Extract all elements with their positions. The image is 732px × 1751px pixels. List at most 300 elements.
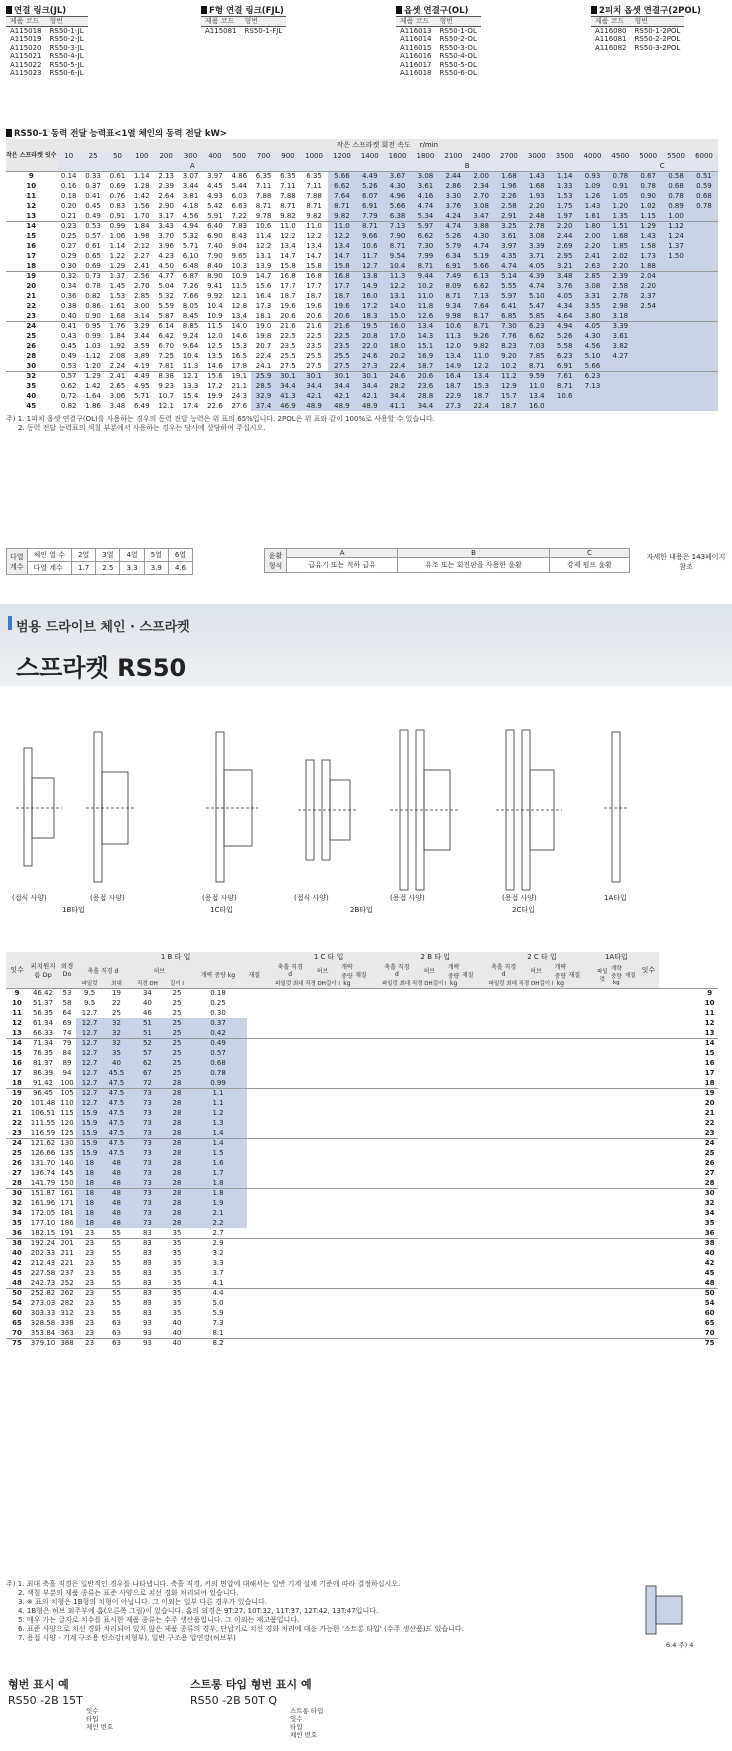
lube-label-1: 윤활 (268, 551, 283, 560)
dim-empty (340, 1138, 354, 1148)
power-value: 42.1 (328, 391, 356, 401)
power-row (6, 291, 718, 301)
dim-empty (447, 1098, 461, 1108)
dim-value: 22 (112, 999, 121, 1007)
dim-empty (595, 1298, 609, 1308)
dim-value: 83 (130, 1288, 165, 1298)
power-value: 2.86 (439, 181, 467, 191)
hd-outer: 외경 Do (58, 952, 76, 988)
tooth-num-right: 27 (704, 1169, 715, 1177)
dim-empty (433, 1078, 447, 1088)
dim-value: 8.2 (189, 1338, 247, 1348)
dim-empty (447, 1338, 461, 1348)
dim-empty (354, 1148, 368, 1158)
dim-empty (673, 1078, 687, 1088)
dim-value: 0.68 (189, 1058, 247, 1068)
power-value: 6.10 (182, 252, 199, 260)
dim-empty (553, 1048, 567, 1058)
dim-empty (637, 1108, 659, 1118)
dim-empty (412, 1198, 433, 1208)
tooth-num: 20 (12, 1099, 22, 1107)
dim-empty (340, 1158, 354, 1168)
power-row (6, 351, 718, 361)
dim-empty (447, 1308, 461, 1318)
power-value: 7.79 (356, 211, 384, 221)
dim-empty (412, 1178, 433, 1188)
dim-empty (595, 1338, 609, 1348)
power-value: 42.1 (356, 391, 384, 401)
dim-empty (368, 1318, 382, 1328)
power-value: 7.88 (280, 192, 296, 200)
dim-value: 7.3 (212, 1319, 224, 1327)
power-value: 10.6 (439, 321, 467, 331)
dim-value: 328.58 (30, 1319, 56, 1327)
teeth-count: 24 (6, 321, 57, 331)
power-value (634, 361, 662, 371)
2pol-grid (591, 16, 684, 52)
power-value: 19.6 (306, 302, 322, 310)
dim-empty (553, 1148, 567, 1158)
dim-empty (412, 1228, 433, 1238)
power-value: 4.56 (182, 211, 199, 220)
power-value: 3.39 (606, 321, 634, 331)
dim-empty (581, 1228, 595, 1238)
dim-empty (623, 1058, 637, 1068)
dim-value: 47.5 (103, 1148, 130, 1158)
power-table-wrap (6, 139, 726, 433)
dim-value: 45.5 (103, 1068, 130, 1078)
power-value: 8.71 (255, 202, 272, 210)
dim-value: 12.7 (76, 1058, 103, 1068)
dim-empty (247, 1228, 261, 1238)
dim-empty (275, 1048, 291, 1058)
power-value: 0.90 (634, 191, 662, 201)
dim-empty (553, 1208, 567, 1218)
dim-empty (398, 1298, 412, 1308)
power-value: 6.91 (439, 261, 467, 271)
dim-value: 12.7 (76, 1048, 103, 1058)
dim-head-pre: 파일럿 (382, 978, 398, 988)
power-value: 1.05 (606, 191, 634, 201)
dim-empty (539, 1208, 553, 1218)
tooth-num: 22 (12, 1119, 22, 1127)
dim-empty (398, 1028, 412, 1038)
dim-empty (581, 1338, 595, 1348)
dim-empty (291, 1218, 305, 1228)
power-value (690, 301, 718, 311)
dim-empty (398, 1008, 412, 1018)
speed-cell: 1800 (412, 151, 440, 161)
power-value: 15.8 (306, 261, 322, 270)
dim-empty (398, 1158, 412, 1168)
dim-empty (595, 1228, 609, 1238)
power-value: 8.71 (523, 361, 551, 371)
dim-empty (659, 1128, 673, 1138)
power-value: 3.44 (182, 182, 199, 190)
power-value (690, 241, 718, 251)
power-value: 48.9 (300, 401, 328, 411)
power-row (6, 281, 718, 291)
dim-value: 227.58 (30, 1269, 56, 1277)
power-title: RS50-1 동력 전달 능력표<1열 체인의 동력 전달 kW> (6, 127, 227, 139)
dim-value: 12.7 (76, 1068, 103, 1078)
dim-empty (247, 1238, 261, 1248)
power-value: 1.68 (606, 231, 634, 241)
dim-empty (539, 988, 553, 998)
ex2-label: 스트롱 타입 (290, 1707, 324, 1715)
dim-empty (326, 1198, 340, 1208)
dim-value: 25 (165, 1068, 189, 1078)
dim-empty (275, 1118, 291, 1128)
dim-empty (687, 1328, 701, 1338)
dim-empty (489, 1238, 505, 1248)
dim-row (6, 1138, 718, 1148)
power-value: 0.21 (60, 211, 77, 220)
power-value: 8.71 (412, 261, 440, 271)
dim-empty (595, 1058, 609, 1068)
dim-empty (447, 1228, 461, 1238)
dim-empty (519, 1278, 540, 1288)
power-value: 2.70 (467, 191, 495, 201)
dim-empty (447, 1178, 461, 1188)
power-value: 3.89 (134, 352, 150, 360)
dim-empty (433, 1228, 447, 1238)
power-value: 7.11 (255, 182, 272, 190)
dim-empty (340, 1288, 354, 1298)
power-value: 10.9 (227, 271, 251, 281)
dim-empty (553, 1238, 567, 1248)
power-value: 2.08 (109, 352, 126, 360)
power-value: 22.0 (356, 341, 384, 351)
fjl-table (201, 4, 286, 35)
dim-empty (354, 1068, 368, 1078)
dim-empty (519, 1338, 540, 1348)
dim-value: 35 (172, 1309, 182, 1317)
power-value: 11.3 (384, 271, 412, 281)
dim-empty (519, 1328, 540, 1338)
strand-col: 4열 (120, 549, 144, 562)
power-value: 1.75 (551, 201, 579, 211)
dim-empty (475, 1208, 489, 1218)
row2-label: 다열 계수 (27, 562, 72, 575)
power-value: 17.0 (384, 331, 412, 341)
dim-empty (340, 998, 354, 1008)
power-value: 8.71 (439, 291, 467, 301)
dim-empty (505, 1048, 519, 1058)
power-value: 1.03 (85, 342, 101, 350)
dim-empty (368, 1278, 382, 1288)
dim-head-hl: 길이 l (433, 978, 447, 988)
speed-cell: 1000 (300, 151, 328, 161)
power-value: 3.47 (467, 211, 495, 221)
dim-empty (539, 1288, 553, 1298)
power-value: 8.05 (182, 302, 199, 310)
power-value: 19.9 (207, 392, 223, 400)
dim-empty (382, 1218, 398, 1228)
teeth-count: 32 (6, 371, 57, 381)
dim-empty (433, 1108, 447, 1118)
power-value: 0.72 (60, 392, 77, 400)
dim-empty (412, 998, 433, 1008)
dim-value: 19 (103, 988, 130, 998)
corner-label: 작은 스프라켓 잇수 (6, 139, 57, 171)
dim-empty (581, 1098, 595, 1108)
power-value: 1.12 (662, 221, 690, 231)
power-value: 8.71 (280, 202, 296, 210)
power-value: 8.85 (178, 321, 202, 331)
dim-empty (595, 1288, 609, 1298)
model: RS50-1-OL (439, 26, 477, 35)
dim-empty (398, 1018, 412, 1028)
dim-empty (433, 1138, 447, 1148)
power-value: 7.83 (227, 221, 251, 231)
dim-row (6, 1238, 718, 1248)
dim-empty (382, 1018, 398, 1028)
power-value: 19.8 (255, 332, 272, 340)
dim-empty (368, 1038, 382, 1048)
dim-empty (412, 1188, 433, 1198)
dim-empty (567, 1038, 581, 1048)
dim-value: 40 (103, 1058, 130, 1068)
dim-empty (368, 1098, 382, 1108)
dim-empty (623, 1088, 637, 1098)
dim-empty (461, 988, 475, 998)
power-value: 1.29 (634, 221, 662, 231)
dim-empty (687, 1198, 701, 1208)
dim-empty (368, 1198, 382, 1208)
power-value (579, 391, 607, 401)
dim-empty (354, 998, 368, 1008)
power-value: 9.66 (356, 231, 384, 241)
dim-value: 18 (76, 1198, 103, 1208)
power-value: 17.7 (306, 282, 322, 290)
dim-empty (519, 1138, 540, 1148)
power-value: 6.63 (231, 202, 248, 210)
dim-empty (461, 1148, 475, 1158)
dim-empty (659, 1098, 673, 1108)
power-value: 5.10 (579, 351, 607, 361)
power-value: 8.71 (384, 241, 412, 251)
dim-empty (433, 1198, 447, 1208)
power-value: 3.07 (178, 171, 202, 181)
dim-empty (433, 1248, 447, 1258)
dim-empty (595, 1218, 609, 1228)
power-value: 0.41 (57, 321, 81, 331)
dim-empty (637, 1028, 659, 1038)
tooth-num-right: 60 (704, 1309, 715, 1317)
power-value: 16.0 (356, 291, 384, 301)
dim-empty (461, 998, 475, 1008)
power-value (690, 321, 718, 331)
dim-empty (326, 1078, 340, 1088)
power-value: 4.18 (182, 202, 199, 210)
dim-empty (398, 1228, 412, 1238)
power-value: 7.30 (412, 241, 440, 251)
dim-empty (581, 1248, 595, 1258)
dim-note: 7. 용접 사양 · 기계 구조용 탄소강(치형부), 일반 구조용 압연강(허브부) (18, 1634, 236, 1642)
dim-empty (595, 1138, 609, 1148)
dim-empty (275, 1168, 291, 1178)
power-value: 17.7 (328, 281, 356, 291)
dim-empty (398, 1118, 412, 1128)
dim-value: 0.25 (210, 999, 226, 1007)
dim-empty (475, 1338, 489, 1348)
power-row (6, 231, 718, 241)
header: 제품 코드 (6, 17, 46, 27)
dim-empty (475, 1008, 489, 1018)
factor-val: 3.3 (120, 562, 144, 575)
power-value: 4.30 (579, 331, 607, 341)
dim-empty (433, 1338, 447, 1348)
tooth-num-right: 9 (701, 988, 718, 998)
dim-empty (398, 1288, 412, 1298)
groove-dim: 6.4 주) 4 (666, 1641, 694, 1649)
dim-head-max: 최대 (505, 978, 519, 988)
power-value: 5.04 (158, 282, 174, 290)
model: RS50-1-FJL (244, 26, 283, 35)
dim-empty (609, 988, 623, 998)
power-value: 0.78 (85, 282, 101, 290)
dim-empty (505, 1158, 519, 1168)
power-value (634, 371, 662, 381)
dim-empty (354, 1268, 368, 1278)
dim-empty (659, 1338, 673, 1348)
dim-empty (247, 1168, 261, 1178)
dim-empty (673, 1008, 687, 1018)
dim-empty (340, 1148, 354, 1158)
power-value: 22.9 (439, 391, 467, 401)
dim-value: 61.34 (32, 1019, 54, 1027)
power-value: 0.78 (662, 191, 690, 201)
dim-row (6, 1268, 718, 1278)
lube-label-2: 형식 (268, 561, 283, 570)
dim-value: 40 (165, 1338, 189, 1348)
power-value: 17.8 (231, 361, 248, 370)
dim-value: 211 (60, 1249, 74, 1257)
header: 형번 (241, 17, 287, 27)
dim-empty (595, 1198, 609, 1208)
dim-empty (505, 1078, 519, 1088)
dim-empty (567, 1048, 581, 1058)
power-value: 1.20 (85, 361, 101, 370)
power-value: 21.6 (300, 321, 328, 331)
dim-empty (340, 1238, 354, 1248)
dim-empty (461, 1048, 475, 1058)
dim-value: 12.7 (76, 1018, 103, 1028)
dim-empty (412, 1338, 433, 1348)
dim-empty (398, 1038, 412, 1048)
teeth-count: 19 (6, 271, 57, 281)
dim-empty (275, 1108, 291, 1118)
dim-head-mat: 재질 (567, 962, 581, 988)
dim-value: 73 (130, 1088, 165, 1098)
dim-empty (581, 1118, 595, 1128)
dim-empty (261, 988, 275, 998)
power-value: 0.53 (60, 361, 77, 370)
dim-empty (489, 1088, 505, 1098)
power-value: 6.48 (182, 261, 199, 270)
tooth-num-right: 32 (704, 1199, 715, 1207)
power-value: 18.3 (356, 311, 384, 321)
example-2 (190, 1676, 450, 1739)
power-value: 46.9 (276, 401, 300, 411)
dim-empty (261, 1308, 275, 1318)
dim-empty (398, 1338, 412, 1348)
tooth-num-right: 24 (701, 1138, 718, 1148)
dim-empty (609, 1018, 623, 1028)
dim-empty (609, 1188, 623, 1198)
dim-empty (461, 1218, 475, 1228)
dim-empty (637, 1048, 659, 1058)
dim-empty (382, 1328, 398, 1338)
power-value (634, 331, 662, 341)
dim-empty (623, 1138, 637, 1148)
dim-value: 303.33 (30, 1309, 56, 1317)
dim-value: 141.79 (30, 1178, 56, 1187)
dim-empty (505, 1298, 519, 1308)
dim-empty (623, 1308, 637, 1318)
dim-empty (368, 1088, 382, 1098)
dim-empty (519, 1218, 540, 1228)
dim-empty (519, 1198, 540, 1208)
dim-empty (447, 1008, 461, 1018)
dim-value: 4.4 (189, 1288, 247, 1298)
dim-empty (291, 1048, 305, 1058)
dim-empty (305, 1048, 326, 1058)
dim-empty (687, 1108, 701, 1118)
dim-empty (340, 1108, 354, 1118)
dim-value: 48 (103, 1218, 130, 1228)
zone-row (6, 161, 718, 171)
dim-empty (475, 1198, 489, 1208)
dim-empty (247, 1088, 261, 1098)
dim-empty (553, 1158, 567, 1168)
power-value: 21.6 (276, 321, 300, 331)
dim-empty (247, 1098, 261, 1108)
tooth-num: 54 (12, 1299, 22, 1307)
tooth-num: 15 (12, 1049, 22, 1057)
power-value: 5.34 (412, 211, 440, 221)
dim-empty (291, 1138, 305, 1148)
dim-empty (433, 1118, 447, 1128)
dim-empty (433, 1128, 447, 1138)
dim-empty (673, 988, 687, 998)
dim-empty (673, 1098, 687, 1108)
power-value: 7.81 (158, 361, 174, 370)
power-value: 9.64 (182, 342, 199, 350)
dim-empty (567, 1268, 581, 1278)
dim-empty (687, 1218, 701, 1228)
dim-empty (637, 998, 659, 1008)
dim-empty (581, 1038, 595, 1048)
dim-empty (519, 1128, 540, 1138)
dim-value: 93 (142, 1328, 152, 1337)
power-value (690, 231, 718, 241)
dim-empty (247, 1058, 261, 1068)
dim-empty (519, 1098, 540, 1108)
dim-empty (637, 1288, 659, 1298)
dim-empty (539, 1258, 553, 1268)
power-value: 3.08 (412, 171, 440, 181)
power-value: 0.14 (57, 171, 81, 181)
dim-empty (687, 1028, 701, 1038)
dim-empty (305, 1338, 326, 1348)
dim-empty (581, 1108, 595, 1118)
dim-empty (553, 1338, 567, 1348)
dim-empty (687, 1208, 701, 1218)
dim-head-mass: 개략 중량 kg (340, 962, 354, 988)
dim-empty (461, 1178, 475, 1188)
